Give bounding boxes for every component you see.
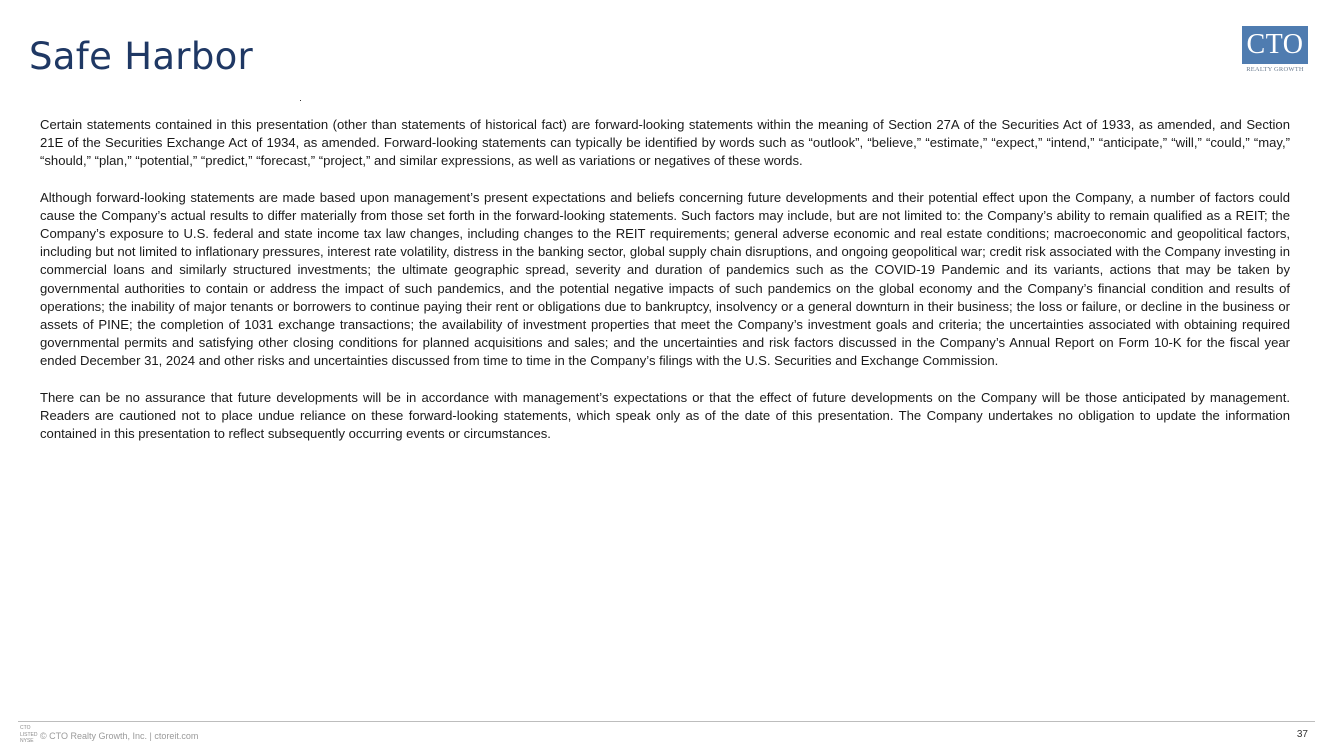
logo-wordmark: CTO bbox=[1242, 26, 1308, 64]
page-title: Safe Harbor bbox=[29, 35, 254, 78]
paragraph-forward-looking: Certain statements contained in this presentation (other than statements of historical fact) are forward-looking statements within the meaning of Section 27A of the Securities Act of 1933, as amended, and Section 21E of the Securities Exchange Act of 1934, as amended. Forward-looking statements can typically be identified by words such as “outlook”, “believe,” “estimate,” “expect,” “intend,” “anticipate,” “will,” “could,” “may,” “should,” “plan,” “potential,” “predict,” “forecast,” “project,” and similar expressions, as well as variations or negatives of these words. bbox=[40, 117, 1290, 169]
page-number: 37 bbox=[1296, 729, 1308, 740]
nyse-mark-ticker: CTO bbox=[20, 725, 31, 731]
nyse-mark-exchange: NYSE bbox=[20, 738, 34, 744]
nyse-listing-mark bbox=[20, 725, 36, 745]
footer-copyright: © CTO Realty Growth, Inc. | ctoreit.com bbox=[40, 731, 199, 741]
company-logo bbox=[1242, 26, 1308, 76]
disclaimer-body bbox=[40, 116, 1290, 461]
nyse-mark-listed: LISTED bbox=[20, 731, 38, 738]
stray-dot bbox=[300, 100, 301, 101]
paragraph-risk-factors: Although forward-looking statements are made based upon management’s present expectations and beliefs concerning future developments and their potential effect upon the Company, a number of factors could cause the Company’s actual results to differ materially from those set forth in the forward-looking statements. Such factors may include, but are not limited to: the Company’s ability to remain qualified as a REIT; the Company’s exposure to U.S. federal and state income tax law changes, including changes to the REIT requirements; general adverse economic and real estate conditions; macroeconomic and geopolitical factors, including but not limited to inflationary pressures, interest rate volatility, distress in the banking sector, global supply chain disruptions, and ongoing geopolitical war; credit risk associated with the Company investing in commercial loans and similarly structured investments; the ultimate geographic spread, severity and duration of pandemics such as the COVID-19 Pandemic and its variants, actions that may be taken by governmental authorities to contain or address the impact of such pandemics, and the potential negative impacts of such pandemics on the global economy and the Company’s financial condition and results of operations; the inability of major tenants or borrowers to continue paying their rent or obligations due to bankruptcy, insolvency or a general downturn in their business; the loss or failure, or decline in the business or assets of PINE; the completion of 1031 exchange transactions; the availability of investment properties that meet the Company’s investment goals and criteria; the uncertainties associated with obtaining required governmental permits and satisfying other closing conditions for planned acquisitions and sales; and the uncertainties and risk factors discussed in the Company’s Annual Report on Form 10-K for the fiscal year ended December 31, 2024 and other risks and uncertainties discussed from time to time in the Company’s filings with the U.S. Securities and Exchange Commission. bbox=[40, 189, 1290, 369]
paragraph-no-assurance: There can be no assurance that future developments will be in accordance with management’s expectations or that the effect of future developments on the Company will be those anticipated by management. Readers are cautioned not to place undue reliance on these forward-looking statements, which speak only as of the date of this presentation. The Company undertakes no obligation to update the information contained in this presentation to reflect subsequently occurring events or circumstances. bbox=[40, 389, 1290, 442]
footer-divider bbox=[18, 721, 1315, 722]
logo-tagline: REALTY GROWTH bbox=[1246, 66, 1304, 73]
